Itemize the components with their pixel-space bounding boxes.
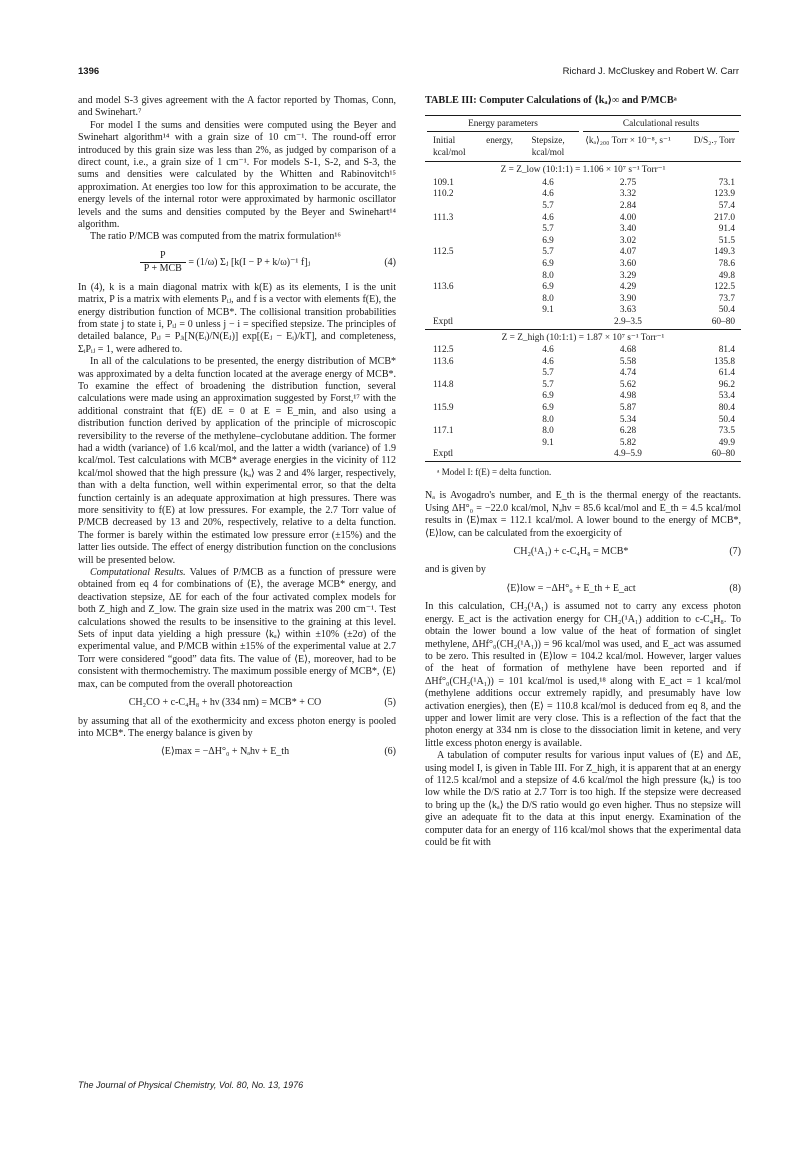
table-cell: 4.29 <box>619 282 637 293</box>
table-cell: Exptl <box>433 449 454 460</box>
table-row <box>425 259 741 271</box>
table-cell: 61.4 <box>718 368 735 379</box>
table-cell: 3.29 <box>619 270 637 281</box>
table-group-header <box>425 116 741 132</box>
table-cell: 5.58 <box>619 356 637 367</box>
table-cell: 6.9 <box>542 258 554 269</box>
table-row <box>425 391 741 403</box>
table-cell: 135.8 <box>714 356 735 367</box>
table-cell: 112.5 <box>433 247 454 258</box>
table-cell <box>515 449 581 461</box>
table-cell: 78.6 <box>718 258 735 269</box>
table-cell: 80.4 <box>718 403 735 414</box>
table-cell: 6.9 <box>542 403 554 414</box>
table-cell: 3.63 <box>619 305 637 316</box>
table-cell: 217.0 <box>714 212 735 223</box>
column-header: Initial energy, kcal/mol <box>433 136 513 158</box>
table-cell: 3.32 <box>619 189 637 200</box>
equation-rhs: = (1/ω) Σⱼ [k(I − P + k/ω)⁻¹ f]ⱼ <box>188 257 311 269</box>
table-cell: 9.1 <box>542 305 554 316</box>
equation-number: (6) <box>384 746 396 758</box>
table-cell <box>425 201 515 213</box>
fraction <box>140 250 186 276</box>
table-row <box>425 345 741 357</box>
table-cell: 110.2 <box>433 189 454 200</box>
table-cell: 49.9 <box>718 437 735 448</box>
table-cell: 5.7 <box>542 200 554 211</box>
table-cell: 96.2 <box>718 379 735 390</box>
table-cell: 5.7 <box>542 247 554 258</box>
table-cell: 4.98 <box>619 391 637 402</box>
table-cell: 6.9 <box>542 235 554 246</box>
equation-8 <box>425 583 741 595</box>
table-cell <box>515 317 581 329</box>
table-cell <box>425 438 515 450</box>
paragraph <box>78 567 396 691</box>
table-cell: 60–80 <box>711 449 735 460</box>
running-header <box>78 66 739 80</box>
table-cell: 117.1 <box>433 426 454 437</box>
equation-text: CH₂(¹A₁) + c-C₄H₈ = MCB* <box>513 546 629 558</box>
table-cell: 114.8 <box>433 379 454 390</box>
table-cell: 8.0 <box>542 293 554 304</box>
equation-number: (5) <box>384 697 396 709</box>
equation-5 <box>78 697 396 709</box>
table-row <box>425 201 741 213</box>
table-cell: 112.5 <box>433 345 454 356</box>
table-cell: 9.1 <box>542 437 554 448</box>
table-cell: 5.62 <box>619 379 637 390</box>
paragraph: by assuming that all of the exothermicity and excess photon energy is pooled into MCB*. The energy balance is given by <box>78 715 396 739</box>
table-header-row <box>425 132 741 162</box>
table-cell: 5.87 <box>619 403 637 414</box>
table-row <box>425 294 741 306</box>
table-cell: 8.0 <box>542 270 554 281</box>
table-row <box>425 438 741 450</box>
table-cell: 4.00 <box>619 212 637 223</box>
numerator: P <box>140 250 186 263</box>
equation-text: ⟨E⟩low = −ΔH°₀ + E_th + E_act <box>506 582 636 594</box>
table-cell: 3.02 <box>619 235 637 246</box>
paragraph: Nₐ is Avogadro's number, and E_th is the thermal energy of the reactants. Using ΔH°₀ = −22.0 kcal/mol, Nₐhν = 85.6 kcal/mol and E_th = 4.5 kcal/mol results in ⟨E⟩max = 112.1 kcal/mol. A lower bound to the energy of MCB*, ⟨E⟩low, can be calculated from the exoergicity of <box>425 490 741 539</box>
equation-6 <box>78 746 396 758</box>
table-cell: 149.3 <box>714 247 735 258</box>
equation-number: (8) <box>729 582 741 594</box>
table-cell: Exptl <box>433 316 454 327</box>
paragraph: The ratio P/MCB was computed from the matrix formulation¹⁶ <box>90 231 341 243</box>
table-cell <box>425 391 515 403</box>
table-section-header <box>425 162 741 178</box>
paragraph: A tabulation of computer results for various input values of ⟨E⟩ and ΔE, using model I, is given in Table III. For Z_high, it is apparent that at an energy of 112.5 kcal/mol and a stepsize of 4.6 kcal/mol the high pressure ⟨kₐ⟩ is too low while the D/S ratio at 2.7 Torr is too high. If the stepsize were decreased to bring up the ⟨kₐ⟩ the D/S ratio would go even higher. Thus no stepsize will give an adequate fit to the data at this input energy. Examination of the computer data for an energy of 116 kcal/mol shows that the experimental data could be fit with <box>425 750 741 848</box>
table-row <box>425 178 741 190</box>
paragraph: In this calculation, CH₂(¹A₁) is assumed not to carry any excess photon energy. E_act is the activation energy for CH₂(¹A₁) addition to c-C₄H₈. To obtain the lower bound a low value of the heat of formation of singlet methylene, ΔHf°₀(CH₂(¹A₁)) = 96 kcal/mol was used, and E_act was assumed to be zero. This resulted in ⟨E⟩low = 104.2 kcal/mol. However, larger values of the heat of formation of methylene have been reported and if ΔHf°₀(CH₂(¹A₁)) = 101 kcal/mol is used,¹⁸ along with E_act = 1 kcal/mol (methylene additions occur extremely rapidly, and presumably have low activation energies), then ⟨E⟩ = 110.8 kcal/mol is deduced from eq 8, and the upper and lower limit are very close. This is a reflection of the fact that the photon energy at 334 nm is close to the dissociation limit in ketene, and very little excess photon energy is available. <box>425 601 741 749</box>
table-cell: 4.9–5.9 <box>614 449 642 460</box>
table-row <box>425 357 741 369</box>
section-label: Z = Z_low (10:1:1) = 1.106 × 10⁷ s⁻¹ Torr⁻¹ <box>500 165 666 176</box>
paragraph: and is given by <box>425 564 486 576</box>
table-cell: 50.4 <box>718 305 735 316</box>
journal-footer: The Journal of Physical Chemistry, Vol. 80, No. 13, 1976 <box>78 1080 304 1090</box>
table-row <box>425 213 741 225</box>
equation-7 <box>425 546 741 558</box>
table-cell: 2.75 <box>619 177 637 188</box>
table-row <box>425 403 741 415</box>
table-cell: 5.82 <box>619 437 637 448</box>
table-cell: 8.0 <box>542 426 554 437</box>
table-cell: 73.7 <box>718 293 735 304</box>
table-cell: 5.7 <box>542 224 554 235</box>
right-column <box>425 95 741 849</box>
equation-number: (7) <box>729 546 741 558</box>
table-cell: 4.6 <box>542 212 554 223</box>
table-cell: 81.4 <box>718 345 735 356</box>
table-cell <box>425 236 515 248</box>
table-row <box>425 282 741 294</box>
column-header: D/S₂.₇ Torr <box>693 136 735 146</box>
table-cell: 4.6 <box>542 189 554 200</box>
left-column <box>78 95 396 765</box>
table-cell: 4.74 <box>619 368 637 379</box>
table-cell <box>425 271 515 283</box>
table-cell: 57.4 <box>718 200 735 211</box>
table-cell: 51.5 <box>718 235 735 246</box>
table-cell: 60–80 <box>711 316 735 327</box>
run-in-heading: Computational Results. <box>90 567 186 579</box>
table-cell: 122.5 <box>714 282 735 293</box>
table-cell: 49.8 <box>718 270 735 281</box>
table-row <box>425 305 741 317</box>
table-cell <box>425 415 515 427</box>
table-row <box>425 415 741 427</box>
table-cell: 73.5 <box>718 426 735 437</box>
paragraph: In all of the calculations to be presented, the energy distribution of MCB* was approximated by a delta function located at the average energy of MCB*. To examine the effect of broadening the distribution function, several calculations were made using an approximation suggested by Forst,¹⁷ with the additional constraint that f(E) dE = 0 at E = E_min, and also using a distribution function derived by application of the principle of microscopic reversibility to the reverse of the methylene–cyclobutane addition. The former had a width (variance) of 1.6 kcal/mol, and the latter a width (variance) of 1.9 kcal/mol. Test calculations with MCB* average energies in the vicinity of 112 kcal/mol showed that the high pressure ⟨kₐ⟩ was 2 and 4% larger, respectively, than with a delta function, well within experimental error, so that the delta function certainly is an adequate approximation at high pressures. There was more sensitivity to f(E) at low pressures. For example, the 2.7 Torr value of P/MCB decreased by 13 and 20%, respectively, relative to a delta function. The former is barely within the estimated low pressure error (±15%) and the latter lies outside. The effect of energy distribution function on the conclusions will be presented below. <box>78 356 396 566</box>
equation-4 <box>78 250 396 276</box>
table-cell: 109.1 <box>433 177 454 188</box>
table-cell: 113.6 <box>433 356 454 367</box>
table-cell: 5.34 <box>619 414 637 425</box>
table-row <box>425 317 741 329</box>
column-header: Stepsize, kcal/mol <box>531 136 565 158</box>
group-label: Calculational results <box>583 119 739 132</box>
table-section-header <box>425 329 741 345</box>
table-cell: 3.90 <box>619 293 637 304</box>
table-cell: 4.6 <box>542 177 554 188</box>
table-footnote: ᵃ Model I: f(E) = delta function. <box>437 467 552 478</box>
table-cell: 5.7 <box>542 368 554 379</box>
table-row <box>425 426 741 438</box>
table-cell: 3.40 <box>619 224 637 235</box>
table-row <box>425 224 741 236</box>
paragraph: For model I the sums and densities were computed using the Beyer and Swinehart algorithm¹⁴ with a grain size of 10 cm⁻¹. The round-off error introduced by this grain size was less than 2%, as judged by comparison of a direct count, i.e., a grain size of 1 cm⁻¹. For models S-1, S-2, and S-3, the sums and densities were calculated by the Whitten and Rabinovitch¹⁵ approximation. At energies too low for this approximation to be accurate, the energy levels of the internal rotor were approximated by harmonic oscillator levels and the sums and densities computed by the Beyer and Swinehart¹⁴ algorithm. <box>78 119 396 231</box>
table-cell: 91.4 <box>718 224 735 235</box>
table-row <box>425 271 741 283</box>
table-cell: 3.60 <box>619 258 637 269</box>
table-cell: 115.9 <box>433 403 454 414</box>
table-cell: 4.07 <box>619 247 637 258</box>
page-number: 1396 <box>78 66 100 77</box>
table-cell: 6.28 <box>619 426 637 437</box>
equation-text: CH₂CO + c-C₄H₈ + hν (334 nm) = MCB* + CO <box>128 697 322 709</box>
table-cell: 6.9 <box>542 391 554 402</box>
running-authors: Richard J. McCluskey and Robert W. Carr <box>562 66 739 77</box>
table-row <box>425 380 741 392</box>
table-cell <box>425 368 515 380</box>
table-row <box>425 189 741 201</box>
table-cell: 4.68 <box>619 345 637 356</box>
table-cell: 111.3 <box>433 212 454 223</box>
table-cell: 2.84 <box>619 200 637 211</box>
table-cell: 2.9–3.5 <box>614 316 642 327</box>
table-cell: 6.9 <box>542 282 554 293</box>
section-label: Z = Z_high (10:1:1) = 1.87 × 10⁷ s⁻¹ Torr⁻¹ <box>501 332 665 343</box>
table-cell <box>425 305 515 317</box>
table-cell: 53.4 <box>718 391 735 402</box>
table-caption: TABLE III: Computer Calculations of ⟨kₐ⟩∞ and P/MCBᵃ <box>425 95 677 106</box>
table-row <box>425 368 741 380</box>
table-cell: 73.1 <box>718 177 735 188</box>
table-cell: 123.9 <box>714 189 735 200</box>
table-row <box>425 247 741 259</box>
denominator: P + MCB <box>143 263 182 275</box>
table-row <box>425 236 741 248</box>
table-cell: 5.7 <box>542 379 554 390</box>
table-3 <box>425 115 741 462</box>
group-label: Energy parameters <box>427 119 579 132</box>
equation-number: (4) <box>384 256 396 268</box>
table-cell: 113.6 <box>433 282 454 293</box>
table-cell <box>425 294 515 306</box>
table-cell: 8.0 <box>542 414 554 425</box>
column-header: ⟨kₐ⟩₂₀₀ Torr × 10⁻⁸, s⁻¹ <box>585 136 671 146</box>
paragraph: and model S-3 gives agreement with the A factor reported by Thomas, Conn, and Swinehart.⁷ <box>78 95 396 119</box>
equation-text: ⟨E⟩max = −ΔH°₀ + Nₐhν + E_th <box>160 746 290 758</box>
table-cell <box>425 259 515 271</box>
table-row <box>425 449 741 461</box>
table-cell: 4.6 <box>542 345 554 356</box>
table-cell: 50.4 <box>718 414 735 425</box>
table-cell: 4.6 <box>542 356 554 367</box>
paragraph-text: Values of P/MCB as a function of pressure were obtained from eq 4 for combinations of ⟨E⟩, the average MCB* energy, and deactivation stepsize, ΔE for each of the four activated complex models for both Z_high and Z_low. The grain size used in the matrix was 200 cm⁻¹. Test calculations showed the results to be insensitive to the graining at this level. Sets of input data yielding a high pressure ⟨kₐ⟩ within ±10% (±2σ) of the experimental value, and P/MCB within ±15% of the experimental value at 2.7 Torr were considered “good” data fits. The value of ⟨E⟩, moreover, had to be consistent with thermochemistry. The maximum possible energy of MCB*, ⟨E⟩max, can be computed from the overall photoreaction <box>78 567 396 690</box>
paragraph: In (4), k is a main diagonal matrix with k(E) as its elements, I is the unit matrix, P is a matrix with elements Pᵢⱼ, and f is a vector with elements f(E), the energy distribution function of MCB*. The collisional transition probabilities from state j to state i, Pᵢⱼ = 0 unless j − i = specified stepsize. The principles of detailed balance, Pᵢⱼ = Pⱼᵢ[N(Eᵢ)/N(Eⱼ)] exp[(Eⱼ − Eᵢ)/kT], and completeness, ΣᵢPᵢⱼ = 1, were adhered to. <box>78 281 396 355</box>
table-cell <box>425 224 515 236</box>
